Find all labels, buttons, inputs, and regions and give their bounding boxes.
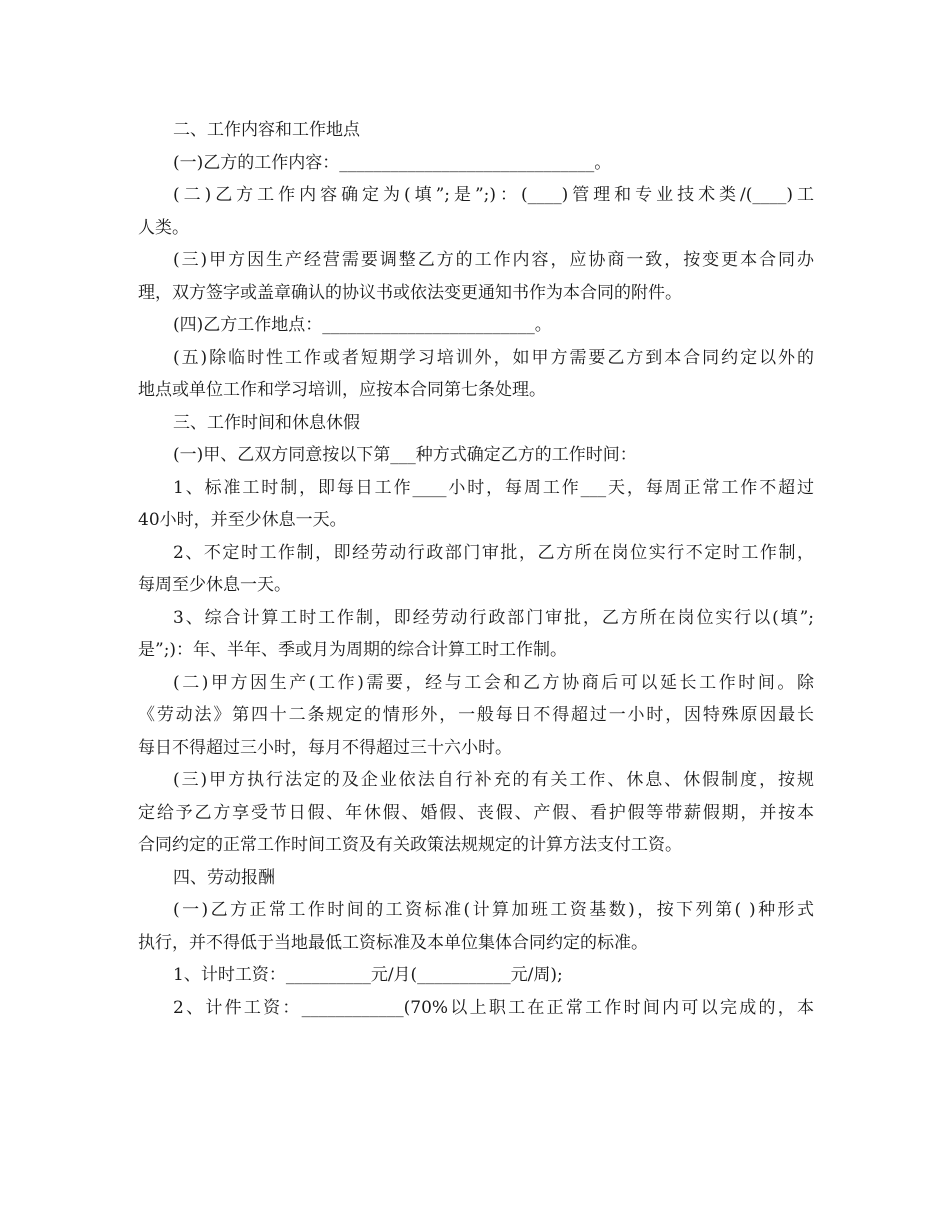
paragraph-line: (二)甲方因生产(工作)需要，经与工会和乙方协商后可以延长工作时间。除: [173, 672, 814, 693]
paragraph-line: 是”;)：年、半年、季或月为周期的综合计算工时工作制。: [138, 640, 568, 660]
paragraph-line: 执行，并不得低于当地最低工资标准及本单位集体合同约定的标准。: [138, 932, 648, 953]
paragraph-line: 1、计时工资：__________元/月(___________元/周);: [173, 965, 563, 985]
section-heading: 三、工作时间和休息休假: [173, 412, 360, 433]
paragraph-line: 合同约定的正常工作时间工资及有关政策法规规定的计算方法支付工资。: [138, 835, 682, 855]
paragraph-line: 3、综合计算工时工作制，即经劳动行政部门审批，乙方所在岗位实行以(填”;: [173, 607, 814, 628]
paragraph-line: 理，双方签字或盖章确认的协议书或依法变更通知书作为本合同的附件。: [138, 282, 682, 303]
document-body: [138, 114, 814, 1024]
paragraph-line: (一)乙方正常工作时间的工资标准(计算加班工资基数)，按下列第( )种形式: [173, 900, 814, 920]
paragraph-line: (四)乙方工作地点：_________________________。: [173, 315, 552, 335]
paragraph-line: (二)乙方工作内容确定为(填”;是”;)：(____)管理和专业技术类/(____)工: [173, 185, 814, 205]
paragraph-line: 定给予乙方享受节日假、年休假、婚假、丧假、产假、看护假等带薪假期，并按本: [138, 802, 814, 823]
paragraph-line: (三)甲方因生产经营需要调整乙方的工作内容，应协商一致，按变更本合同办: [173, 250, 814, 270]
section-heading: 四、劳动报酬: [173, 867, 275, 888]
paragraph-line: 2、计件工资：____________(70%以上职工在正常工作时间内可以完成的，本: [173, 997, 814, 1018]
paragraph-line: 地点或单位工作和学习培训，应按本合同第七条处理。: [138, 380, 546, 400]
paragraph-line: (五)除临时性工作或者短期学习培训外，如甲方需要乙方到本合同约定以外的: [173, 347, 814, 368]
paragraph-line: (一)乙方的工作内容：______________________________。: [173, 152, 612, 173]
paragraph-line: 《劳动法》第四十二条规定的情形外，一般每日不得超过一小时，因特殊原因最长: [138, 705, 814, 725]
paragraph-line: 2、不定时工作制，即经劳动行政部门审批，乙方所在岗位实行不定时工作制，: [173, 542, 814, 563]
paragraph-line: (三)甲方执行法定的及企业依法自行补充的有关工作、休息、休假制度，按规: [173, 770, 814, 790]
paragraph-line: 40小时，并至少休息一天。: [138, 510, 347, 530]
paragraph-line: 每周至少休息一天。: [138, 575, 291, 595]
paragraph-line: 人类。: [138, 217, 189, 238]
paragraph-line: (一)甲、乙双方同意按以下第___种方式确定乙方的工作时间：: [173, 445, 637, 465]
section-heading: 二、工作内容和工作地点: [173, 120, 360, 140]
paragraph-line: 1、标准工时制，即每日工作____小时，每周工作___天，每周正常工作不超过: [173, 477, 814, 498]
paragraph-line: 每日不得超过三小时，每月不得超过三十六小时。: [138, 737, 512, 758]
